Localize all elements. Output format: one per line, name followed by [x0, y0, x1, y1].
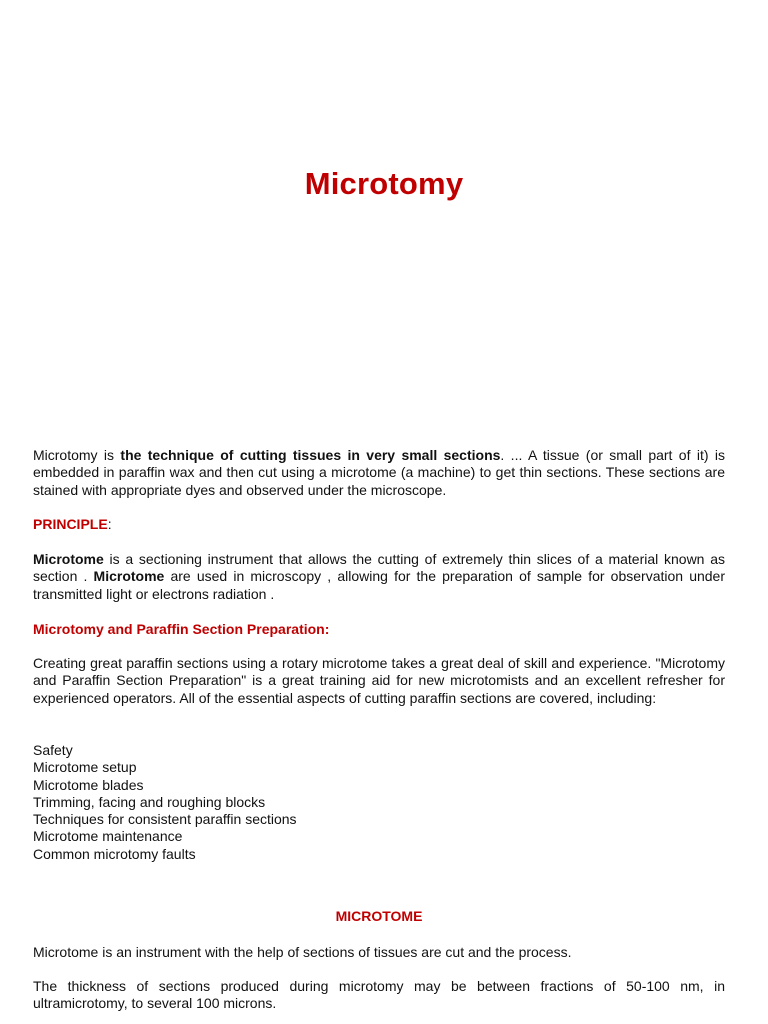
intro-bold-definition: the technique of cutting tissues in very small sections [120, 447, 501, 463]
principle-heading-colon: : [107, 516, 112, 532]
principle-paragraph [33, 551, 725, 603]
list-item: Common microtomy faults [33, 845, 196, 862]
intro-paragraph [33, 447, 725, 499]
principle-bold-term-2: Microtome [93, 568, 165, 585]
list-item: Microtome setup [33, 759, 137, 776]
microtome-paragraph-2: The thickness of sections produced during microtomy may be between fractions of 50-100 nm, in ultramicrotomy, to several 100 microns. [33, 978, 725, 1012]
list-item: Microtome blades [33, 776, 144, 793]
preparation-paragraph: Creating great paraffin sections using a rotary microtome takes a great deal of skill and experience. "Microtomy and Paraffin Section Preparation" is a great training aid for new microtomists and an excellent refresher for experienced operators. All of the essential aspects of cutting paraffin sections are covered, including: [33, 655, 725, 706]
list-item: Techniques for consistent paraffin sections [33, 811, 297, 828]
preparation-topics-list [33, 742, 297, 863]
microtome-paragraph-1: Microtome is an instrument with the help of sections of tissues are cut and the process. [33, 944, 572, 960]
list-item: Trimming, facing and roughing blocks [33, 793, 266, 810]
principle-heading [33, 516, 725, 533]
intro-rest: . ... A tissue (or small part of it) is embedded in paraffin wax and then cut using a microtome (a machine) to get thin sections. These sections are stained with appropriate dyes and observed under the microscope. [33, 447, 725, 498]
list-item: Safety [33, 742, 73, 758]
principle-text-1: is a sectioning instrument that allows the cutting of extremely thin slices of a material known as section . [33, 551, 725, 585]
principle-heading-label: PRINCIPLE [33, 516, 108, 532]
microtome-heading: MICROTOME [335, 908, 423, 924]
principle-bold-term-1: Microtome [33, 551, 104, 567]
preparation-heading: Microtomy and Paraffin Section Preparation: [33, 621, 330, 637]
page-title: Microtomy [304, 166, 464, 201]
list-item: Microtome maintenance [33, 828, 183, 845]
intro-prefix: Microtomy is [33, 447, 121, 463]
principle-text-2: are used in microscopy , allowing for the preparation of sample for observation under transmitted light or electrons radiation . [33, 568, 725, 602]
